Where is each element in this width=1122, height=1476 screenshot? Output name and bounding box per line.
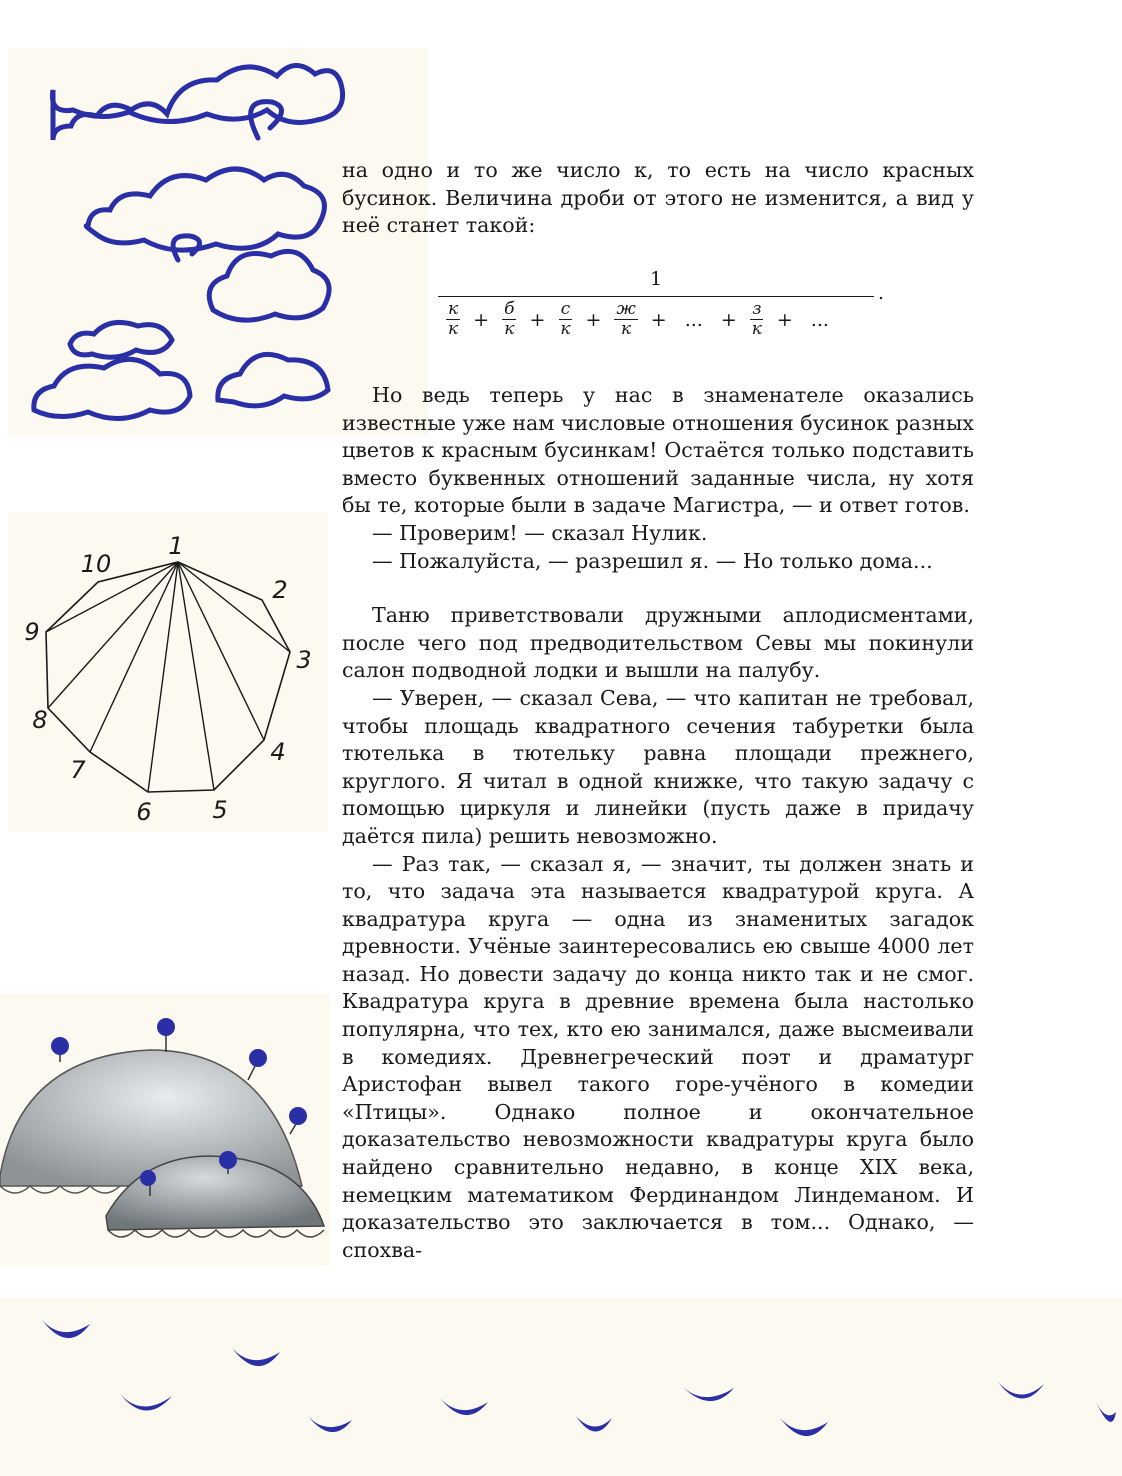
diagonal-line: [148, 562, 178, 792]
decagon-illustration-panel: [8, 512, 328, 832]
intro-paragraph-block: [342, 157, 974, 240]
diagonal-line: [178, 562, 214, 790]
vertex-label: 9: [24, 618, 40, 646]
clouds-illustration-panel: [8, 48, 428, 436]
vertex-label: 7: [70, 756, 86, 784]
diagonal-line: [48, 562, 178, 708]
vertex-label: 6: [136, 798, 152, 826]
paragraph: Таню приветствовали дружными аплодисментами, после чего под предводительством Севы мы покинули салон подводной лодки и вышли на палубу.: [342, 603, 974, 683]
formula-denominator: [442, 300, 838, 339]
diagonal-line: [178, 562, 264, 740]
formula-numerator: 1: [649, 268, 663, 290]
plus-sign: +: [650, 308, 667, 331]
paragraph: на одно и то же число к, то есть на число красных бусинок. Величина дроби от этого не изменится, а вид у неё станет такой:: [342, 158, 974, 238]
decagon-diagram: [8, 512, 328, 832]
vertex-label: 1: [168, 532, 184, 560]
cloud-5: [34, 359, 190, 418]
vertex-label: 2: [272, 576, 288, 604]
paragraph: — Раз так, — сказал я, — значит, ты должен знать и то, что задача эта называется квадратурой круга. А квадратура круга — одна из знаменитых загадок древности. Учёные заинтересовались ею свыше 4000 лет назад. Но довести задачу до конца никто так и не смог. Квадратура круга в древние времена была настолько популярна, что тех, кто ею занимался, даже высмеивали в комедиях. Древнегреческий поэт и драматург Аристофан вывел такого горе-учёного в комедии «Птицы». Однако полное и окончательное доказательство невозможности квадратуры круга было найдено сравнительно недавно, в конце XIX века, немецким математиком Фердинандом Линдеманом. И доказательство это заключается в том... Однако, — спохва-: [342, 851, 974, 1262]
plus-sign: +: [585, 308, 602, 331]
diagonal-line: [46, 562, 178, 632]
plus-sign: +: [776, 308, 793, 331]
paragraph: Но ведь теперь у нас в знаменателе оказались известные уже нам числовые отношения бусинок разных цветов к красным бусинкам! Остаётся только подставить вместо буквенных отношений заданные числа, ну хотя бы те, которые были в задаче Магистра, — и ответ готов.: [342, 383, 974, 518]
dialogue-line: — Проверим! — сказал Нулик.: [372, 520, 708, 545]
fraction-z-k: $\frac{з}{к}$: [751, 299, 762, 339]
ellipsis: ...: [810, 308, 829, 331]
fraction-zh-k: $\frac{ж}{к}$: [616, 299, 636, 339]
fraction-b-k: $\frac{б}{к}$: [504, 299, 515, 339]
domes-illustration-panel: [0, 994, 330, 1266]
fraction-s-k: $\frac{с}{к}$: [560, 299, 571, 339]
cloud-3: [209, 251, 329, 320]
cloud-2: [86, 169, 324, 250]
paragraph: — Уверен, — сказал Сева, — что капитан не требовал, чтобы площадь квадратного сечения табуретки была тютелька в тютельку равна площади прежнего, круглого. Я читал в одной книжке, что такую задачу с помощью циркуля и линейки (пусть даже в придачу даётся пила) решить невозможно.: [342, 685, 974, 848]
diagonal-line: [90, 562, 178, 752]
vertex-label: 5: [212, 796, 228, 824]
cloud-4: [70, 322, 172, 357]
cloud-6: [218, 354, 328, 405]
cloud-1: [52, 65, 342, 140]
vertex-label: 8: [32, 706, 48, 734]
body-text-block: [342, 382, 974, 1264]
domes-illustration: [0, 994, 330, 1266]
waves-illustration-panel: [0, 1298, 1122, 1476]
fraction-formula: [436, 268, 892, 348]
fraction-bar: [438, 296, 874, 297]
vertex-label: 10: [80, 550, 112, 578]
dialogue-line: — Пожалуйста, — разрешил я. — Но только дома...: [372, 548, 933, 573]
plus-sign: +: [473, 308, 490, 331]
clouds-illustration: [8, 48, 428, 436]
ellipsis: ...: [684, 308, 703, 331]
vertex-label: 3: [296, 646, 312, 674]
fraction-k-k: $\frac{к}{к}$: [448, 299, 459, 339]
vertex-label: 4: [270, 738, 286, 766]
plus-sign: +: [529, 308, 546, 331]
waves-illustration: [0, 1298, 1122, 1476]
plus-sign: +: [720, 308, 737, 331]
formula-period: .: [878, 282, 885, 304]
